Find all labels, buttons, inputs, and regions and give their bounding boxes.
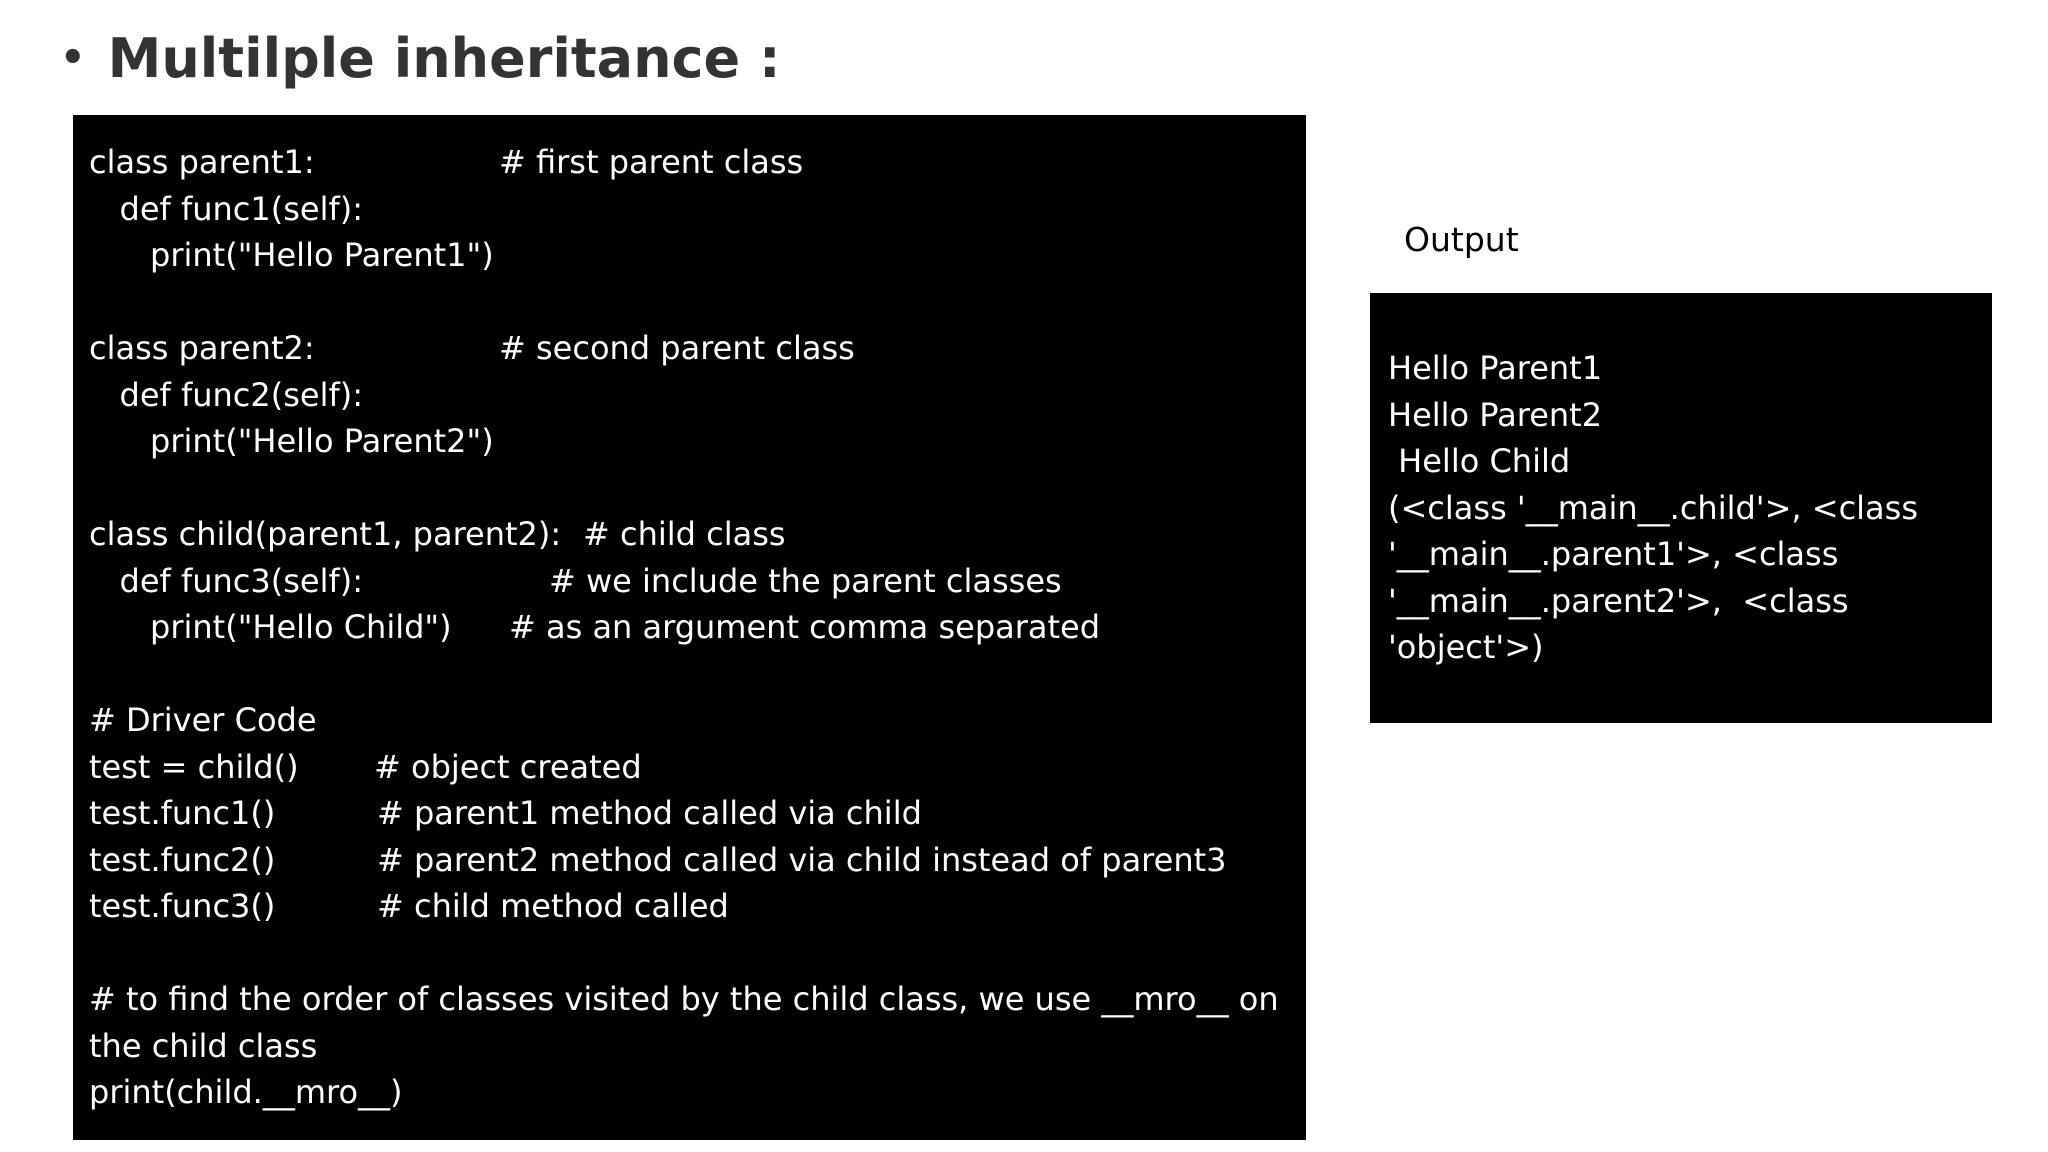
code-line [89, 139, 1286, 186]
code-line [89, 418, 1286, 465]
output-line: '__main__.parent2'>, <class [1388, 581, 1849, 620]
slide-title-text: Multilple inheritance : [107, 26, 781, 90]
code-text: the child class [89, 1026, 318, 1065]
code-line [89, 883, 1286, 930]
code-text: class parent2: [89, 329, 315, 367]
code-text: class child(parent1, parent2): [89, 515, 562, 553]
code-line [89, 976, 1286, 1023]
code-comment: # we include the parent classes [549, 561, 1062, 600]
code-line [89, 837, 1286, 884]
code-line [89, 1023, 1286, 1070]
code-line [89, 279, 1286, 326]
code-text: test.func1() [89, 794, 276, 832]
code-comment: # parent1 method called via child [377, 794, 922, 832]
code-line [89, 790, 1286, 837]
code-line [89, 558, 1286, 605]
code-line [89, 1069, 1286, 1116]
code-line [89, 465, 1286, 512]
code-line [89, 325, 1286, 372]
code-line [89, 744, 1286, 791]
code-comment: # as an argument comma separated [509, 608, 1101, 646]
code-text: class parent1: [89, 143, 315, 181]
code-comment: # object created [374, 747, 642, 786]
code-comment: # second parent class [499, 329, 855, 367]
output-line: 'object'>) [1388, 628, 1544, 666]
code-line [89, 697, 1286, 744]
code-text: print("Hello Parent2") [89, 422, 494, 460]
code-line [89, 372, 1286, 419]
code-panel [73, 115, 1306, 1140]
code-text: print("Hello Parent1") [89, 236, 494, 274]
output-label: Output [1404, 220, 1519, 259]
bullet-marker: • [60, 35, 86, 81]
code-line [89, 186, 1286, 233]
output-line: Hello Child [1388, 442, 1571, 480]
code-line [89, 651, 1286, 698]
slide-title [60, 20, 781, 96]
output-panel [1370, 293, 1992, 723]
code-line [89, 930, 1286, 977]
code-comment: # child class [583, 515, 786, 553]
code-comment: # first parent class [499, 143, 804, 181]
code-text: def func1(self): [89, 189, 363, 228]
code-comment: # child method called [377, 887, 729, 925]
code-text: print(child.__mro__) [89, 1073, 403, 1111]
code-text: test = child() [89, 747, 299, 786]
output-line: Hello Parent2 [1388, 395, 1603, 434]
code-text: test.func3() [89, 887, 276, 925]
code-comment: # parent2 method called via child instead of parent3 [377, 840, 1227, 879]
code-text: # Driver Code [89, 701, 317, 739]
code-text: # to find the order of classes visited by the child class, we use __mro__ on [89, 980, 1279, 1018]
code-text: def func3(self): [89, 561, 363, 600]
code-line [89, 511, 1286, 558]
output-line: '__main__.parent1'>, <class [1388, 535, 1839, 573]
code-line [89, 232, 1286, 279]
code-text: print("Hello Child") [89, 608, 452, 646]
output-line: (<class '__main__.child'>, <class [1388, 488, 1918, 527]
output-line: Hello Parent1 [1388, 349, 1603, 387]
code-line [89, 604, 1286, 651]
code-text: def func2(self): [89, 375, 363, 414]
code-text: test.func2() [89, 840, 276, 879]
